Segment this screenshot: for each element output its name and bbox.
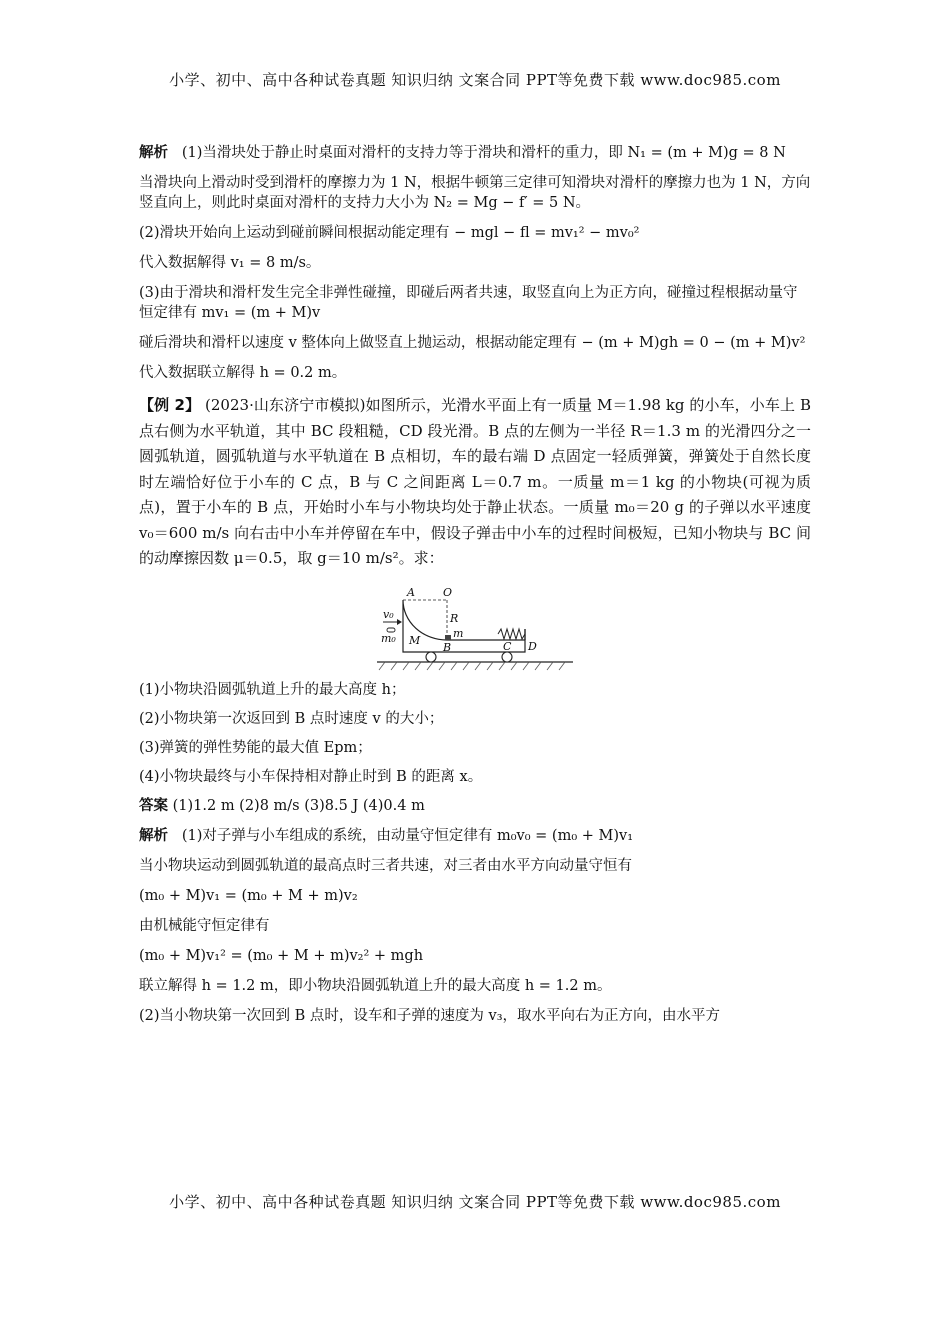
page-header: 小学、初中、高中各种试卷真题 知识归纳 文案合同 PPT等免费下载 www.doc985.com [169,71,781,89]
prev-solution-p2: 当滑块向上滑动时受到滑杆的摩擦力为 1 N，根据牛顿第三定律可知滑块对滑杆的摩擦力也为 1 N，方向竖直向上，则此时桌面对滑杆的支持力大小为 N₂ = Mg − f′ = 5 N。 [139,175,811,211]
page-footer: 小学、初中、高中各种试卷真题 知识归纳 文案合同 PPT等免费下载 www.doc985.com [169,1193,781,1211]
label-M: M [409,633,421,647]
question-3: (3)弹簧的弹性势能的最大值 Epm； [139,739,372,756]
wheel-right [502,652,512,662]
label-R: R [450,611,459,625]
velocity-arrowhead [397,619,402,625]
question-1: (1)小物块沿圆弧轨道上升的最大高度 h； [139,681,406,698]
ground-hatch [379,662,565,670]
solution-p5: (m₀ + M)v₁² = (m₀ + M + m)v₂² + mgh [139,947,424,964]
solution-p3: (m₀ + M)v₁ = (m₀ + M + m)v₂ [139,887,358,904]
label-A: A [407,585,415,599]
solution-p7: (2)当小物块第一次回到 B 点时，设车和子弹的速度为 v₃，取水平向右为正方向，由水平方 [139,1007,721,1024]
label-B: B [443,640,452,654]
prev-solution-p7: 代入数据联立解得 h = 0.2 m。 [139,365,347,381]
solution-p1 [139,826,811,846]
prev-solution-p1 [139,143,811,163]
example-2 [139,393,811,572]
prev-solution-text-1: (1)当滑块处于静止时桌面对滑杆的支持力等于滑块和滑杆的重力，即 N₁ = (m + M)g = 8 N [181,145,786,161]
solution-p4: 由机械能守恒定律有 [139,917,270,934]
example-body: (2023·山东济宁市模拟)如图所示，光滑水平面上有一质量 M＝1.98 kg 的小车，小车上 B 点右侧为水平轨道，其中 BC 段粗糙，CD 段光滑。B 点的左侧为一半径 R＝1.3 m 的光滑四分之一圆弧轨道，圆弧轨道与水平轨道在 B 点相切，车的最右端 D 点固定一轻质弹簧，弹簧处于自然长度时左端恰好位于小车的 C 点，B 与 C 之间距离 L＝0.7 m。一质量 m＝1 kg 的小物块(可视为质点)，置于小车的 B 点，开始时小车与小物块均处于静止状态。一质量 m₀＝20 g 的子弹以水平速度 v₀＝600 m/s 向右击中小车并停留在车中，假设子弹击中小车的过程时间极短，已知小物块与 BC 间的动摩擦因数 μ＝0.5，取 g＝10 m/s²。求： [139,396,811,567]
prev-solution-p6: 碰后滑块和滑杆以速度 v 整体向上做竖直上抛运动，根据动能定理有 − (m + M)gh = 0 − (m + M)v² [139,335,806,351]
solution-text-1: (1)对子弹与小车组成的系统，由动量守恒定律有 m₀v₀ = (m₀ + M)v₁ [181,827,634,844]
label-m: m [453,626,464,640]
cart-diagram [375,582,575,674]
block-m [445,635,451,640]
prev-solution-p5: (3)由于滑块和滑杆发生完全非弹性碰撞，即碰后两者共速，取竖直向上为正方向，碰撞过程根据动量守恒定律有 mv₁ = (m + M)v [139,285,798,321]
wheel-left [426,652,436,662]
page-content [139,143,811,1036]
label-m0: m₀ [381,631,396,645]
label-C: C [503,639,512,653]
question-4: (4)小物块最终与小车保持相对静止时到 B 的距离 x。 [139,768,483,785]
answer-text: (1)1.2 m (2)8 m/s (3)8.5 J (4)0.4 m [168,797,425,814]
answer-line [139,796,811,816]
example-label: 【例 2】 [139,396,201,414]
question-list [139,680,811,787]
label-D: D [528,639,537,653]
prev-solution-p3: (2)滑块开始向上运动到碰前瞬间根据动能定理有 − mgl − fl = mv₁² − mv₀² [139,225,640,241]
solution-p6: 联立解得 h = 1.2 m，即小物块沿圆弧轨道上升的最大高度 h = 1.2 m。 [139,977,612,994]
label-O: O [443,585,453,599]
solution-label-2: 解析 [139,827,168,844]
prev-solution-p4: 代入数据解得 v₁ = 8 m/s。 [139,255,321,271]
answer-label: 答案 [139,797,168,814]
solution-p2: 当小物块运动到圆弧轨道的最高点时三者共速，对三者由水平方向动量守恒有 [139,857,632,874]
question-2: (2)小物块第一次返回到 B 点时速度 v 的大小； [139,710,444,727]
solution-label: 解析 [139,145,168,161]
label-v0: v₀ [383,607,394,621]
spring [498,629,525,639]
